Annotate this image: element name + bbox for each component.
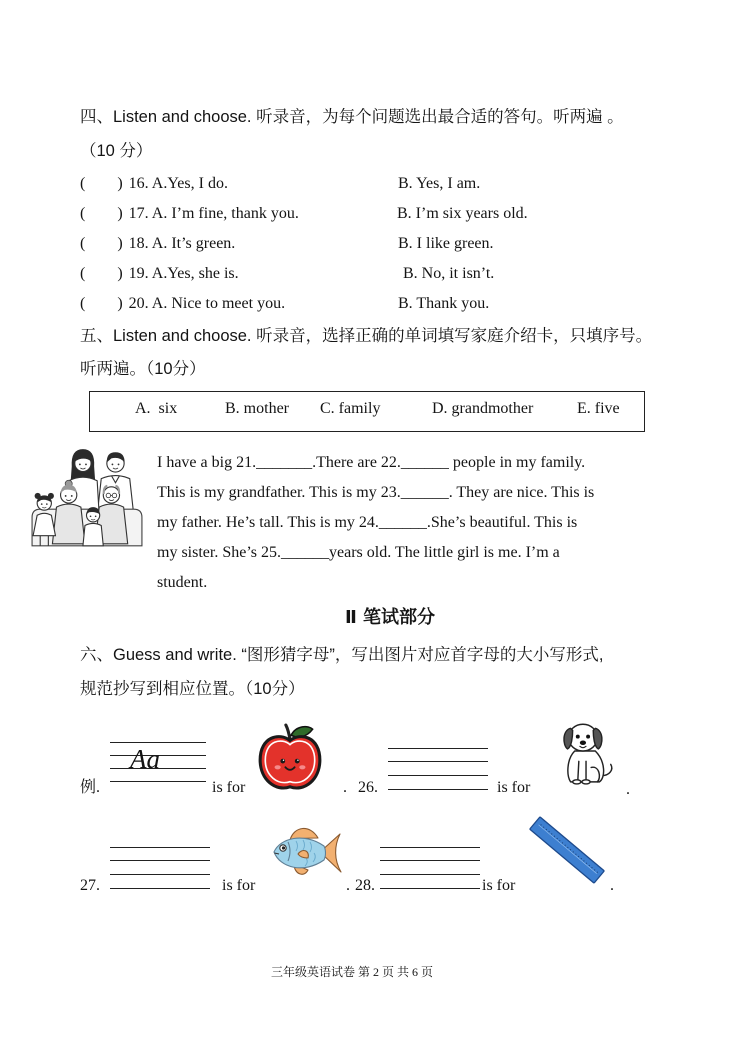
answer-four-line-grid-28 (380, 847, 480, 889)
grid-line (110, 847, 210, 848)
word-option-d: D. grandmother (432, 400, 534, 417)
answer-blank: ( ) (80, 235, 123, 252)
question-option-b: B. Yes, I am. (398, 175, 481, 192)
answer-four-line-grid-27 (110, 847, 210, 889)
page-footer: 三年级英语试卷 第 2 页 共 6 页 (270, 965, 433, 979)
apple-icon (256, 723, 324, 793)
item-number-27: 27. (80, 877, 100, 894)
is-for-text: is for (482, 877, 516, 894)
grid-line (380, 860, 480, 861)
grid-line (110, 888, 210, 889)
question-option-a: 18. A. It’s green. (128, 235, 236, 252)
question-option-a: 16. A.Yes, I do. (128, 175, 228, 192)
period: . (626, 781, 630, 798)
grid-line (110, 860, 210, 861)
answer-blank: ( ) (80, 205, 123, 222)
answer-blank: ( ) (80, 175, 123, 192)
question-row-19 (80, 264, 700, 284)
passage-line: I have a big 21._______.There are 22.______ people in my family. (157, 454, 586, 471)
question-option-a: 20. A. Nice to meet you. (128, 295, 286, 312)
word-option-c: C. family (320, 400, 381, 417)
apple-picture (256, 723, 324, 793)
grid-line (110, 874, 210, 875)
section-5-heading-line2: 听两遍。（10分） (80, 360, 206, 378)
family-illustration (28, 444, 146, 552)
grid-line (380, 874, 480, 875)
question-option-a: 17. A. I’m fine, thank you. (128, 205, 299, 222)
grid-line (380, 888, 480, 889)
question-option-b: B. I’m six years old. (397, 205, 528, 222)
example-label: 例. (80, 779, 101, 796)
dog-picture (552, 716, 618, 786)
word-option-b: B. mother (225, 400, 289, 417)
section-4-heading: 四、Listen and choose. 听录音，为每个问题选出最合适的答句。听两遍 。 (80, 108, 624, 126)
question-row-16 (80, 174, 700, 194)
passage-line: student. (157, 574, 208, 591)
example-four-line-grid (110, 742, 206, 782)
ruler-picture (527, 815, 607, 885)
section-6-heading-line2: 规范抄写到相应位置。（10分） (80, 680, 305, 698)
is-for-text: is for (222, 877, 256, 894)
part-2-title: Ⅱ 笔试部分 (344, 607, 436, 628)
grid-line (388, 789, 488, 790)
grid-line (388, 748, 488, 749)
grid-line (110, 781, 206, 782)
answer-blank: ( ) (80, 295, 123, 312)
passage-line: my father. He’s tall. This is my 24.______.She’s beautiful. This is (157, 514, 578, 531)
question-option-b: B. Thank you. (398, 295, 490, 312)
passage-line: This is my grandfather. This is my 23.______. They are nice. This is (157, 484, 595, 501)
period: . (343, 779, 347, 796)
answer-blank: ( ) (80, 265, 123, 282)
period: . (610, 877, 614, 894)
is-for-text: is for (497, 779, 531, 796)
question-row-17 (80, 204, 700, 224)
grid-line (388, 761, 488, 762)
question-row-18 (80, 234, 700, 254)
section-4-score: （10 分） (80, 142, 153, 160)
period: . (346, 877, 350, 894)
family-picture (28, 444, 146, 552)
section-6-heading: 六、Guess and write. “图形猜字母”，写出图片对应首字母的大小写形式, (80, 646, 604, 664)
fish-icon (270, 820, 344, 884)
question-option-b: B. I like green. (398, 235, 494, 252)
question-option-b: B. No, it isn’t. (403, 265, 495, 282)
item-number-28: 28. (355, 877, 375, 894)
dog-icon (552, 716, 618, 786)
word-option-a: A. six (135, 400, 178, 417)
is-for-text: is for (212, 779, 246, 796)
family-passage (157, 448, 594, 598)
example-letters: Aa (130, 744, 160, 774)
ruler-icon (527, 815, 607, 885)
fish-picture (270, 820, 344, 884)
question-row-20 (80, 294, 700, 314)
grid-line (388, 775, 488, 776)
word-bank-box (89, 391, 645, 432)
grid-line (110, 742, 206, 743)
word-option-e: E. five (577, 400, 620, 417)
question-option-a: 19. A.Yes, she is. (128, 265, 239, 282)
grid-line (380, 847, 480, 848)
item-number-26: 26. (358, 779, 378, 796)
answer-four-line-grid-26 (388, 748, 488, 790)
passage-line: my sister. She’s 25.______years old. The little girl is me. I’m a (157, 544, 560, 561)
section-5-heading: 五、Listen and choose. 听录音，选择正确的单词填写家庭介绍卡，只填序号。 (80, 327, 653, 345)
